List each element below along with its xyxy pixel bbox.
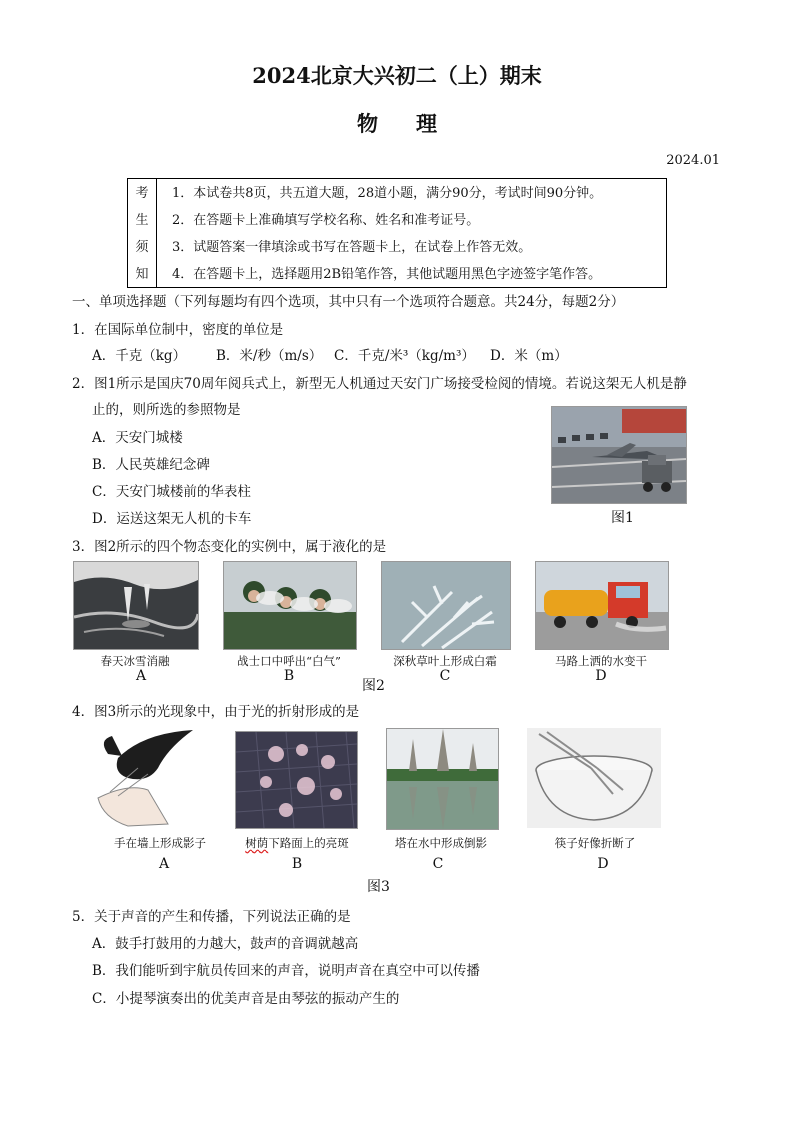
figure1-label: 图1 [611,510,634,526]
q3-letter-d: D [595,668,607,684]
q2-option-b: B．人民英雄纪念碑 [92,457,210,473]
q1-option-d: D．米（m） [490,348,568,364]
q1-stem: 1．在国际单位制中，密度的单位是 [72,322,284,338]
page-title: 2024北京大兴初二（上）期末 [252,63,542,88]
hand-shadow-image [88,728,200,828]
notice-box [127,178,667,288]
q2-option-d: D．运送这架无人机的卡车 [92,511,252,527]
notice-label-char: 生 [135,213,149,228]
section-heading: 一、单项选择题（下列每题均有四个选项，其中只有一个选项符合题意。共24分，每题2分） [72,294,625,310]
q2-stem-cont: 止的，则所选的参照物是 [92,402,241,418]
notice-label-char: 须 [135,240,149,255]
q5-stem: 5．关于声音的产生和传播，下列说法正确的是 [72,909,351,925]
subject-title: 物理 [357,111,475,136]
q4-letter-c: C [432,856,444,872]
notice-item: 2．在答题卡上准确填写学校名称、姓名和准考证号。 [172,213,480,228]
notice-item: 3．试题答案一律填涂或书写在答题卡上，在试卷上作答无效。 [172,240,532,255]
q4-letter-b: B [291,856,303,872]
q3-caption-c: 深秋草叶上形成白霜 [393,654,497,668]
q4-caption-b [232,835,362,851]
q5-option-c: C．小提琴演奏出的优美声音是由琴弦的振动产生的 [92,991,400,1007]
frost-grass-image [381,561,511,650]
q4-caption-c: 塔在水中形成倒影 [395,836,487,850]
ice-melting-image [73,561,199,650]
water-truck-image [535,561,669,650]
q4-letter-d: D [597,856,609,872]
q1-option-c: C．千克/米³（kg/m³） [334,348,475,364]
q3-letter-c: C [439,668,451,684]
q3-letter-b: B [283,668,295,684]
q2-option-a: A．天安门城楼 [92,430,183,446]
q3-letter-a: A [135,668,147,684]
q5-option-b: B．我们能听到宇航员传回来的声音，说明声音在真空中可以传播 [92,963,480,979]
q2-option-c: C．天安门城楼前的华表柱 [92,484,251,500]
tree-shade-spots-image [235,731,358,829]
pagoda-reflection-image [386,728,499,830]
q4-caption-b-marked: 树荫 [245,836,269,850]
q3-caption-d: 马路上洒的水变干 [555,654,647,668]
q3-caption-b: 战士口中呼出“白气” [237,654,341,668]
q4-letter-a: A [158,856,170,872]
figure1-drone-parade-image [551,406,687,504]
figure2-label: 图2 [362,678,385,694]
q1-option-a: A．千克（kg） [92,348,187,364]
q4-caption-d: 筷子好像折断了 [554,836,636,850]
notice-label [128,179,157,287]
notice-label-char: 考 [135,186,149,201]
figure3-label: 图3 [367,879,390,895]
q4-stem: 4．图3所示的光现象中，由于光的折射形成的是 [72,704,360,720]
q3-caption-a: 春天冰雪消融 [100,654,170,668]
notice-item: 4．在答题卡上，选择题用2B铅笔作答，其他试题用黑色字迹签字笔作答。 [172,267,602,282]
q4-caption-b-rest: 下路面上的亮斑 [268,836,349,850]
q5-option-a: A．鼓手打鼓用的力越大，鼓声的音调就越高 [92,936,359,952]
q1-option-b: B．米/秒（m/s） [216,348,323,364]
soldiers-breath-image [223,561,357,650]
q4-caption-a: 手在墙上形成影子 [114,836,206,850]
chopsticks-bowl-image [527,728,661,828]
notice-label-char: 知 [135,267,149,282]
q3-stem: 3．图2所示的四个物态变化的实例中，属于液化的是 [72,539,387,555]
exam-date: 2024.01 [666,153,720,168]
q2-stem: 2．图1所示是国庆70周年阅兵式上，新型无人机通过天安门广场接受检阅的情境。若说这架无人机是静 [72,376,687,392]
notice-item: 1．本试卷共8页，共五道大题，28道小题，满分90分，考试时间90分钟。 [172,186,603,201]
